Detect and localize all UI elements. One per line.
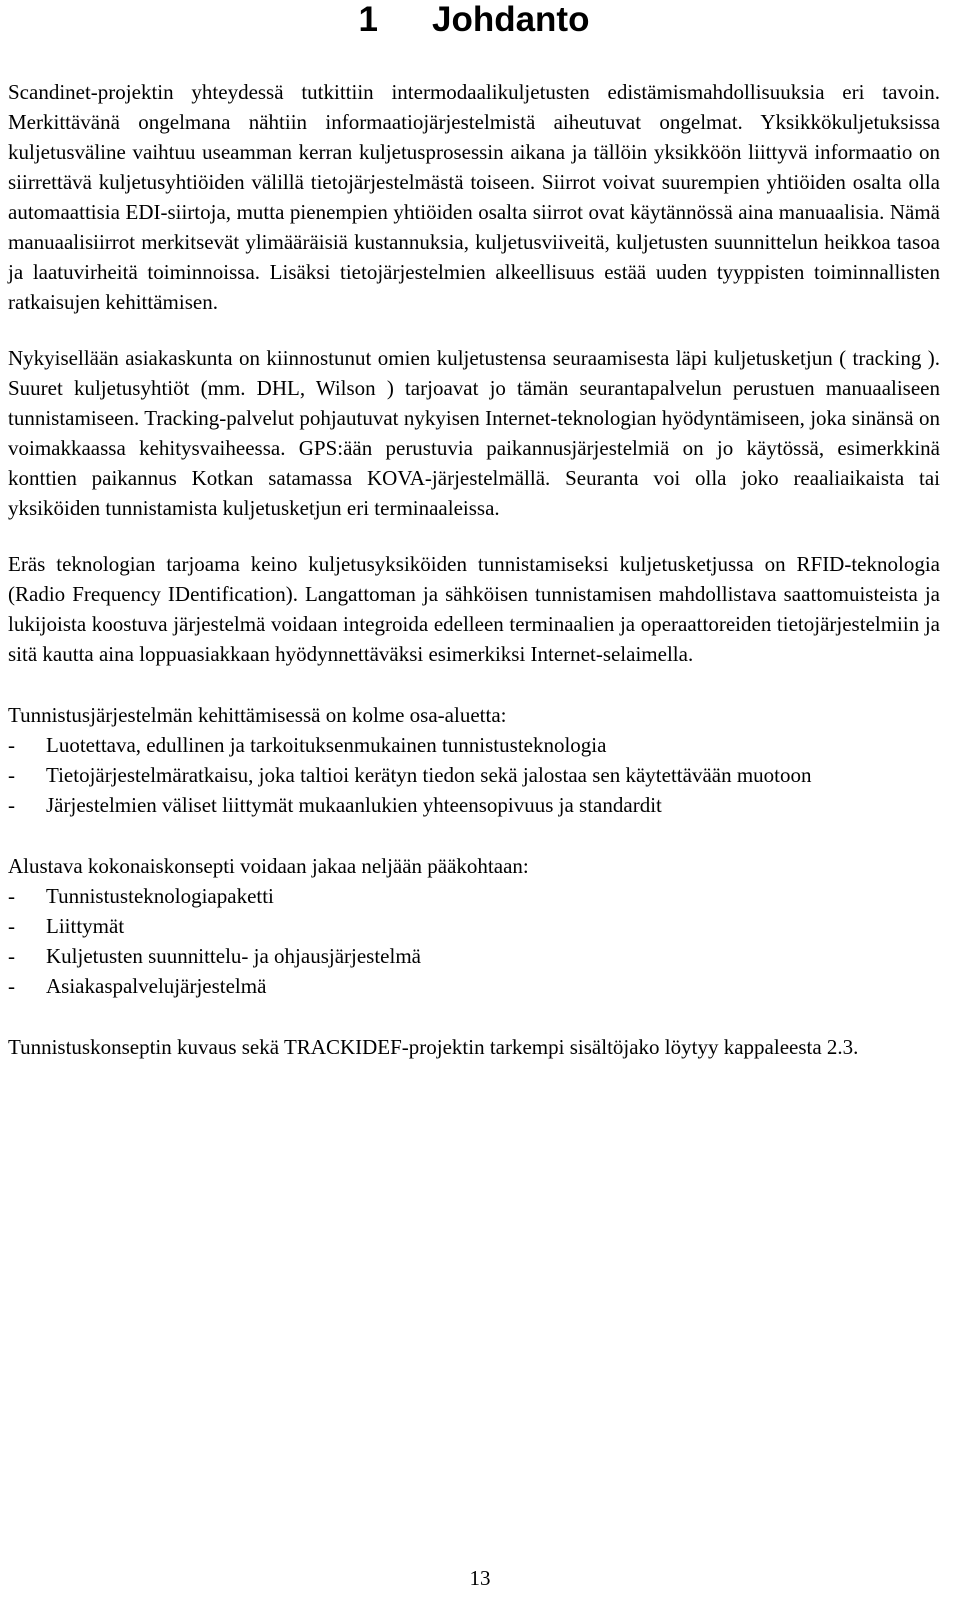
paragraph: Nykyisellään asiakaskunta on kiinnostunut omien kuljetustensa seuraamisesta läpi kuljetusketjun ( tracking ). Suuret kuljetusyhtiöt (mm. DHL, Wilson ) tarjoavat jo tämän seurantapalvelun perustuen manuaaliseen tunnistamiseen. Tracking-palvelut pohjautuvat nykyisen Internet-teknologian hyödyntämiseen, joka sinänsä on voimakkaassa kehitysvaiheessa. GPS:ään perustuvia paikannusjärjestelmiä on jo käytössä, esimerkkinä konttien paikannus Kotkan satamassa KOVA-järjestelmällä. Seuranta voi olla joko reaaliaikaista tai yksiköiden tunnistamista kuljetusketjun eri terminaaleissa. — [8, 346, 940, 520]
chapter-number: 1 — [358, 0, 378, 39]
list-dash: - — [8, 733, 15, 757]
list-dash: - — [8, 763, 15, 787]
list-dash: - — [8, 974, 15, 998]
list-item: - Luotettava, edullinen ja tarkoituksenmukainen tunnistusteknologia — [8, 730, 940, 760]
list-item: - Asiakaspalvelujärjestelmä — [8, 971, 940, 1001]
list-dash: - — [8, 914, 15, 938]
list-item: - Liittymät — [8, 911, 940, 941]
list-item: - Tietojärjestelmäratkaisu, joka taltioi kerätyn tiedon sekä jalostaa sen käytettävään muotoon — [8, 760, 940, 790]
list-intro: Alustava kokonaiskonsepti voidaan jakaa neljään pääkohtaan: — [8, 854, 529, 878]
concept-parts-list — [8, 881, 940, 1001]
chapter-title: Johdanto — [431, 0, 590, 39]
list-item: - Kuljetusten suunnittelu- ja ohjausjärjestelmä — [8, 941, 940, 971]
list-dash: - — [8, 884, 15, 908]
focus-areas-list — [8, 730, 940, 820]
list-dash: - — [8, 793, 15, 817]
list-intro: Tunnistusjärjestelmän kehittämisessä on kolme osa-aluetta: — [8, 703, 507, 727]
list-dash: - — [8, 944, 15, 968]
closing-paragraph: Tunnistuskonseptin kuvaus sekä TRACKIDEF-projektin tarkempi sisältöjako löytyy kappaleesta 2.3. — [8, 1035, 859, 1059]
chapter-heading — [8, 0, 940, 42]
page-number: 13 — [469, 1566, 491, 1590]
list-item: - Järjestelmien väliset liittymät mukaanlukien yhteensopivuus ja standardit — [8, 790, 940, 820]
document-page — [8, 0, 940, 1062]
list-item: - Tunnistusteknologiapaketti — [8, 881, 940, 911]
paragraph: Scandinet-projektin yhteydessä tutkittiin intermodaalikuljetusten edistämismahdollisuuksia eri tavoin. Merkittävänä ongelmana nähtiin informaatiojärjestelmistä aiheutuvat ongelmat. Yksikkökuljetuksissa kuljetusväline vaihtuu useamman kerran kuljetusprosessin aikana ja tällöin yksikköön liittyvä informaatio on siirrettävä kuljetusyhtiöiden välillä tietojärjestelmästä toiseen. Siirrot voivat suurempien yhtiöiden osalta olla automaattisia EDI-siirtoja, mutta pienempien yhtiöiden osalta siirrot ovat käytännössä aina manuaalisia. Nämä manuaalisiirrot merkitsevät ylimääräisiä kustannuksia, kuljetusviiveitä, kuljetusten suunnittelun heikkoa tasoa ja laatuvirheitä toiminnoissa. Lisäksi tietojärjestelmien alkeellisuus estää uuden tyyppisten toiminnallisten ratkaisujen kehittämisen. — [8, 80, 940, 314]
paragraph: Eräs teknologian tarjoama keino kuljetusyksiköiden tunnistamiseksi kuljetusketjussa on RFID-teknologia (Radio Frequency IDentification). Langattoman ja sähköisen tunnistamisen mahdollistava saattomuisteista ja lukijoista koostuva järjestelmä voidaan integroida edelleen terminaalien ja operaattoreiden tietojärjestelmiin ja sitä kautta aina loppuasiakkaan hyödynnettäväksi esimerkiksi Internet-selaimella. — [8, 552, 940, 666]
